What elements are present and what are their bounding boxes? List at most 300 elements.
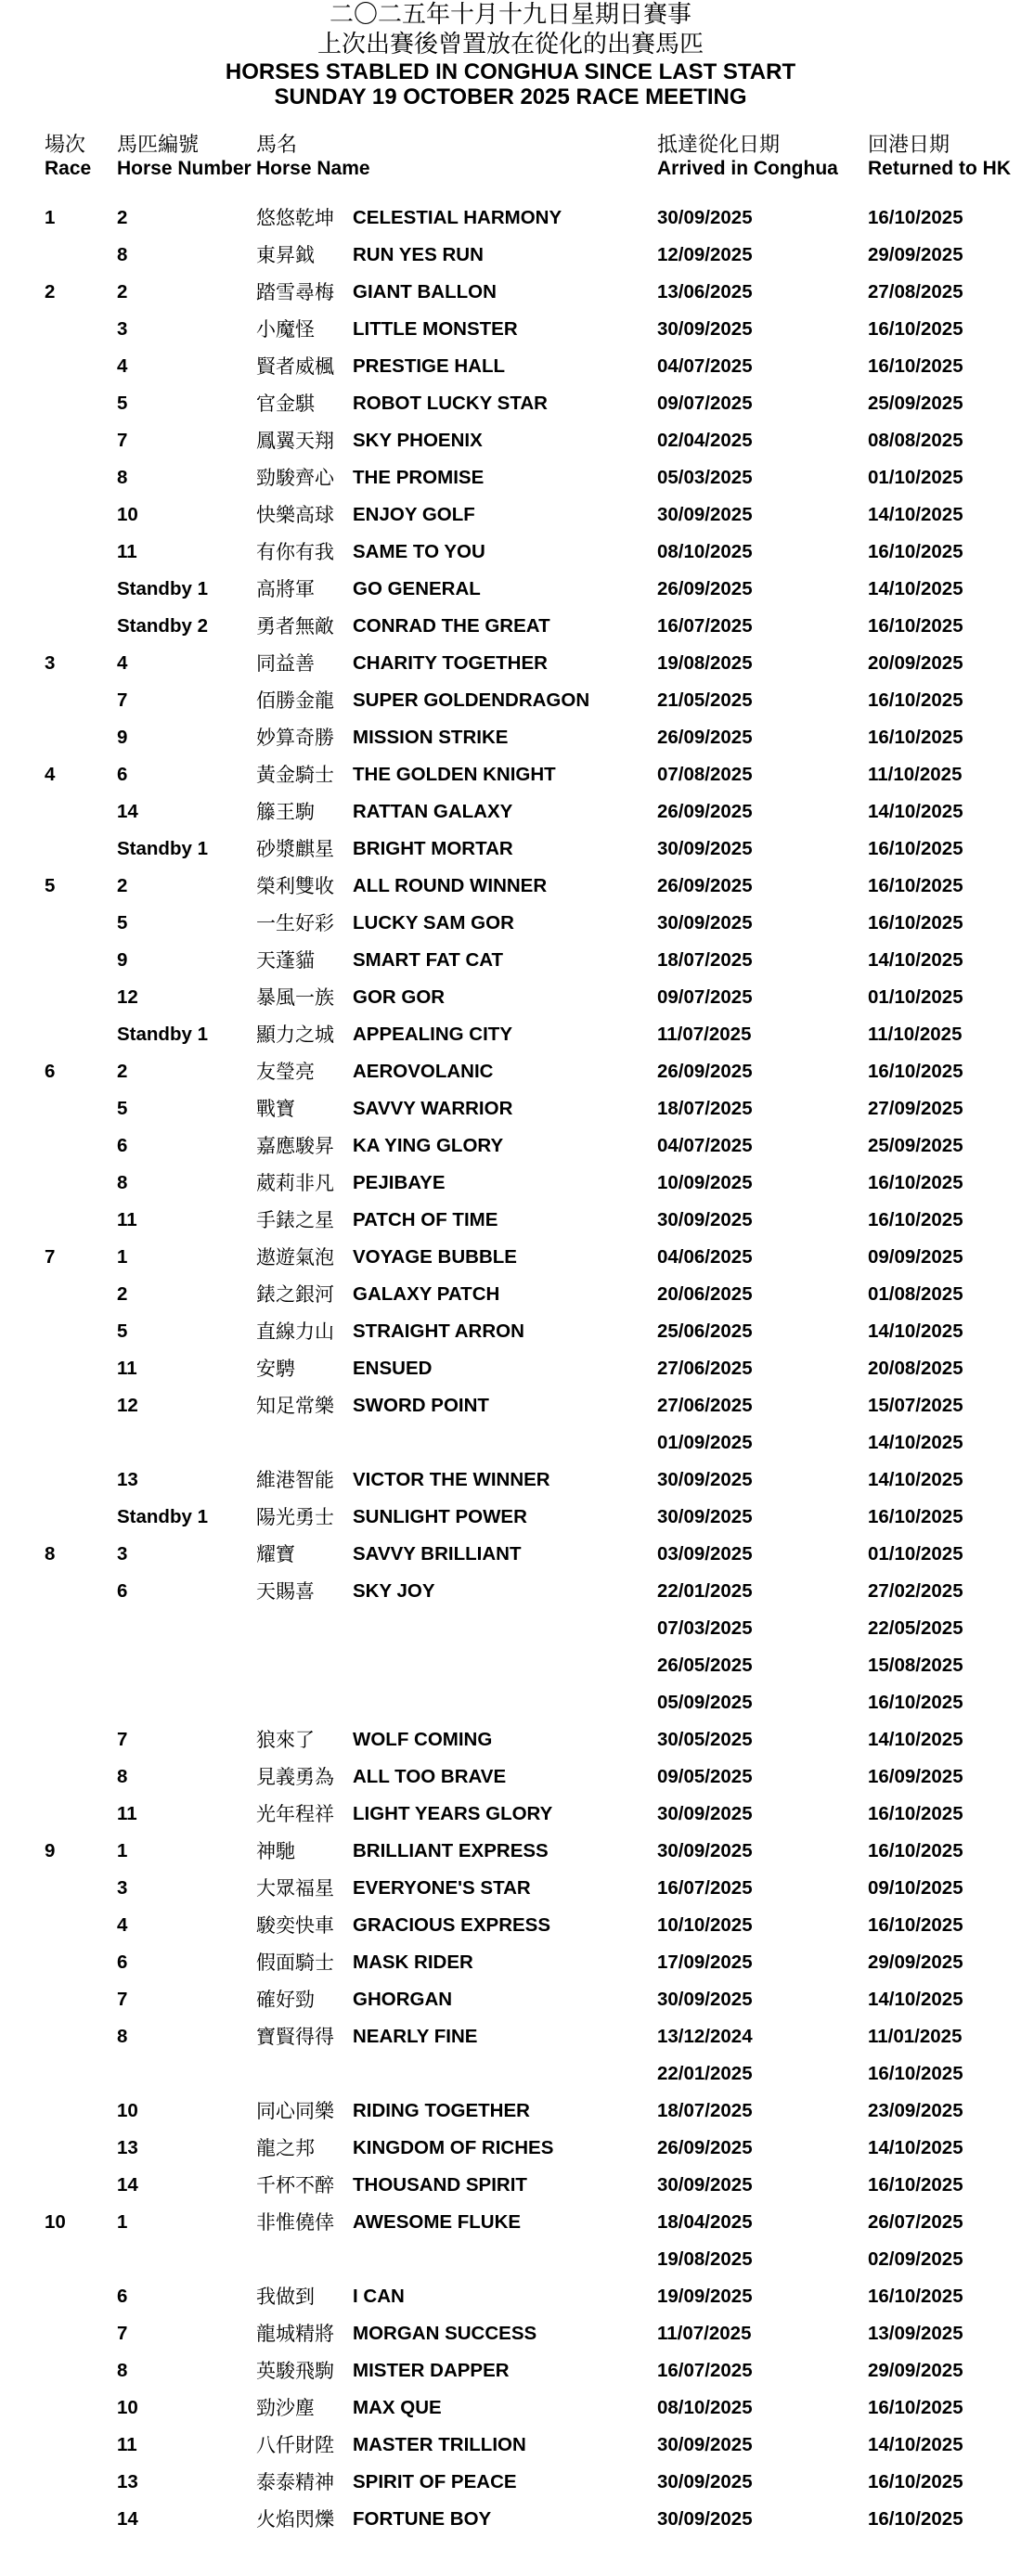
returned-date-cell: 14/10/2025 xyxy=(868,949,963,971)
horse-number-cell: 8 xyxy=(117,2026,128,2047)
returned-date-cell: 25/09/2025 xyxy=(868,393,963,414)
column-header-arrived-zh: 抵達從化日期 xyxy=(657,134,781,157)
horse-name-en-cell: ENJOY GOLF xyxy=(353,504,475,525)
column-header-name-en: Horse Name xyxy=(256,158,370,179)
table-row xyxy=(0,1610,1021,1647)
returned-date-cell: 16/10/2025 xyxy=(868,1506,963,1527)
returned-date-cell: 15/07/2025 xyxy=(868,1395,963,1416)
returned-date-cell: 16/10/2025 xyxy=(868,1840,963,1861)
arrived-date-cell: 26/09/2025 xyxy=(657,727,753,748)
arrived-date-cell: 16/07/2025 xyxy=(657,2360,753,2381)
horse-name-en-cell: MAX QUE xyxy=(353,2397,442,2418)
horse-name-zh-cell: 大眾福星 xyxy=(256,1877,334,1900)
horse-number-cell: 13 xyxy=(117,1469,138,1490)
arrived-date-cell: 13/06/2025 xyxy=(657,281,753,303)
horse-number-cell: 3 xyxy=(117,1543,128,1565)
returned-date-cell: 29/09/2025 xyxy=(868,2360,963,2381)
table-row xyxy=(0,979,1021,1016)
race-cell: 9 xyxy=(45,1840,56,1861)
horse-name-en-cell: SMART FAT CAT xyxy=(353,949,504,971)
arrived-date-cell: 30/09/2025 xyxy=(657,2471,753,2492)
returned-date-cell: 16/10/2025 xyxy=(868,727,963,748)
horse-number-cell: 11 xyxy=(117,1209,137,1230)
returned-date-cell: 16/10/2025 xyxy=(868,2063,963,2084)
horse-number-cell: 6 xyxy=(117,1951,128,1973)
horse-name-zh-cell: 砂漿麒星 xyxy=(256,838,334,860)
horse-name-en-cell: VICTOR THE WINNER xyxy=(353,1469,550,1490)
table-row xyxy=(0,571,1021,608)
column-header-number-zh: 馬匹編號 xyxy=(117,134,200,157)
returned-date-cell: 01/10/2025 xyxy=(868,986,963,1008)
table-row xyxy=(0,1202,1021,1239)
table-row xyxy=(0,793,1021,831)
horse-number-cell: 12 xyxy=(117,986,138,1008)
arrived-date-cell: 27/06/2025 xyxy=(657,1358,753,1379)
arrived-date-cell: 16/07/2025 xyxy=(657,1877,753,1899)
horse-number-cell: 6 xyxy=(117,1135,128,1156)
returned-date-cell: 13/09/2025 xyxy=(868,2323,963,2344)
returned-date-cell: 15/08/2025 xyxy=(868,1655,963,1676)
arrived-date-cell: 30/09/2025 xyxy=(657,1209,753,1230)
arrived-date-cell: 30/09/2025 xyxy=(657,912,753,934)
horse-name-zh-cell: 狼來了 xyxy=(256,1729,315,1751)
horse-name-en-cell: KA YING GLORY xyxy=(353,1135,504,1156)
horse-number-cell: 7 xyxy=(117,2323,128,2344)
arrived-date-cell: 10/09/2025 xyxy=(657,1172,753,1193)
horse-name-zh-cell: 陽光勇士 xyxy=(256,1506,334,1528)
horse-number-cell: 5 xyxy=(117,912,128,934)
race-cell: 7 xyxy=(45,1246,56,1268)
race-cell: 1 xyxy=(45,207,56,228)
table-row xyxy=(0,1090,1021,1127)
arrived-date-cell: 20/06/2025 xyxy=(657,1283,753,1305)
horse-name-zh-cell: 友瑩亮 xyxy=(256,1061,315,1083)
horse-number-cell: Standby 1 xyxy=(117,578,208,599)
table-row xyxy=(0,2241,1021,2278)
horse-name-en-cell: MISSION STRIKE xyxy=(353,727,509,748)
returned-date-cell: 29/09/2025 xyxy=(868,1951,963,1973)
horse-name-zh-cell: 嘉應駿昇 xyxy=(256,1135,334,1157)
returned-date-cell: 01/10/2025 xyxy=(868,467,963,488)
horse-name-en-cell: RATTAN GALAXY xyxy=(353,801,513,822)
table-row xyxy=(0,645,1021,682)
arrived-date-cell: 30/09/2025 xyxy=(657,838,753,859)
horse-name-zh-cell: 同益善 xyxy=(256,652,315,675)
table-row xyxy=(0,422,1021,459)
returned-date-cell: 01/10/2025 xyxy=(868,1543,963,1565)
horse-name-en-cell: SUPER GOLDENDRAGON xyxy=(353,689,590,711)
arrived-date-cell: 30/09/2025 xyxy=(657,504,753,525)
race-cell: 5 xyxy=(45,875,56,896)
horse-number-cell: 5 xyxy=(117,1320,128,1342)
horse-number-cell: 2 xyxy=(117,875,128,896)
horse-name-en-cell: ENSUED xyxy=(353,1358,433,1379)
column-header-arrived-en: Arrived in Conghua xyxy=(657,158,838,179)
horse-number-cell: 2 xyxy=(117,281,128,303)
horse-number-cell: 5 xyxy=(117,393,128,414)
horse-number-cell: 7 xyxy=(117,1729,128,1750)
returned-date-cell: 16/09/2025 xyxy=(868,1766,963,1787)
returned-date-cell: 14/10/2025 xyxy=(868,1989,963,2010)
returned-date-cell: 16/10/2025 xyxy=(868,689,963,711)
returned-date-cell: 25/09/2025 xyxy=(868,1135,963,1156)
returned-date-cell: 16/10/2025 xyxy=(868,355,963,377)
horse-name-en-cell: MISTER DAPPER xyxy=(353,2360,510,2381)
returned-date-cell: 14/10/2025 xyxy=(868,1320,963,1342)
horse-number-cell: Standby 1 xyxy=(117,1024,208,1045)
horse-number-cell: 4 xyxy=(117,1914,128,1936)
table-row xyxy=(0,2501,1021,2538)
horse-table xyxy=(0,200,1021,2538)
arrived-date-cell: 30/09/2025 xyxy=(657,2508,753,2530)
horse-number-cell: 1 xyxy=(117,1246,128,1268)
returned-date-cell: 16/10/2025 xyxy=(868,1172,963,1193)
column-header-name-zh: 馬名 xyxy=(256,134,298,157)
horse-name-en-cell: KINGDOM OF RICHES xyxy=(353,2137,554,2158)
horse-name-en-cell: PEJIBAYE xyxy=(353,1172,446,1193)
table-row xyxy=(0,2093,1021,2130)
returned-date-cell: 16/10/2025 xyxy=(868,838,963,859)
horse-number-cell: Standby 1 xyxy=(117,838,208,859)
horse-name-zh-cell: 我做到 xyxy=(256,2286,315,2308)
horse-name-en-cell: RUN YES RUN xyxy=(353,244,484,265)
returned-date-cell: 14/10/2025 xyxy=(868,578,963,599)
horse-name-zh-cell: 黃金騎士 xyxy=(256,764,334,786)
arrived-date-cell: 18/07/2025 xyxy=(657,2100,753,2121)
horse-name-zh-cell: 暴風一族 xyxy=(256,986,334,1009)
returned-date-cell: 20/09/2025 xyxy=(868,652,963,674)
table-row xyxy=(0,348,1021,385)
horse-name-zh-cell: 千杯不醉 xyxy=(256,2174,334,2196)
horse-name-zh-cell: 籐王駒 xyxy=(256,801,315,823)
table-row xyxy=(0,1721,1021,1758)
horse-name-zh-cell: 天蓬貓 xyxy=(256,949,315,972)
returned-date-cell: 16/10/2025 xyxy=(868,2508,963,2530)
returned-date-cell: 14/10/2025 xyxy=(868,801,963,822)
horse-name-zh-cell: 手錶之星 xyxy=(256,1209,334,1231)
horse-name-zh-cell: 龍城精將 xyxy=(256,2323,334,2345)
returned-date-cell: 11/01/2025 xyxy=(868,2026,963,2047)
arrived-date-cell: 18/04/2025 xyxy=(657,2211,753,2233)
horse-name-zh-cell: 鳳翼天翔 xyxy=(256,430,334,452)
arrived-date-cell: 07/08/2025 xyxy=(657,764,753,785)
title-en-line1: HORSES STABLED IN CONGHUA SINCE LAST START xyxy=(225,59,796,84)
arrived-date-cell: 26/09/2025 xyxy=(657,578,753,599)
horse-number-cell: 9 xyxy=(117,949,128,971)
arrived-date-cell: 30/09/2025 xyxy=(657,1989,753,2010)
horse-number-cell: 8 xyxy=(117,467,128,488)
horse-name-zh-cell: 維港智能 xyxy=(256,1469,334,1491)
horse-name-zh-cell: 神馳 xyxy=(256,1840,295,1862)
returned-date-cell: 11/10/2025 xyxy=(868,1024,963,1045)
table-row xyxy=(0,1127,1021,1165)
horse-name-en-cell: GRACIOUS EXPRESS xyxy=(353,1914,551,1936)
arrived-date-cell: 02/04/2025 xyxy=(657,430,753,451)
table-row xyxy=(0,2389,1021,2427)
table-row xyxy=(0,534,1021,571)
returned-date-cell: 16/10/2025 xyxy=(868,2471,963,2492)
arrived-date-cell: 19/09/2025 xyxy=(657,2286,753,2307)
arrived-date-cell: 05/09/2025 xyxy=(657,1692,753,1713)
table-row xyxy=(0,385,1021,422)
horse-name-zh-cell: 佰勝金龍 xyxy=(256,689,334,712)
arrived-date-cell: 11/07/2025 xyxy=(657,2323,752,2344)
horse-name-zh-cell: 錶之銀河 xyxy=(256,1283,334,1306)
column-header-race-zh: 場次 xyxy=(45,134,86,157)
horse-name-zh-cell: 光年程祥 xyxy=(256,1803,334,1825)
horse-name-en-cell: THOUSAND SPIRIT xyxy=(353,2174,527,2196)
horse-name-en-cell: CONRAD THE GREAT xyxy=(353,615,550,637)
arrived-date-cell: 30/09/2025 xyxy=(657,207,753,228)
returned-date-cell: 16/10/2025 xyxy=(868,318,963,340)
returned-date-cell: 26/07/2025 xyxy=(868,2211,963,2233)
horse-number-cell: 2 xyxy=(117,207,128,228)
returned-date-cell: 16/10/2025 xyxy=(868,2397,963,2418)
horse-number-cell: 2 xyxy=(117,1061,128,1082)
table-row xyxy=(0,2167,1021,2204)
column-header-name xyxy=(256,134,370,180)
table-row xyxy=(0,831,1021,868)
horse-name-en-cell: EVERYONE'S STAR xyxy=(353,1877,531,1899)
horse-name-en-cell: MASK RIDER xyxy=(353,1951,473,1973)
horse-name-zh-cell: 勁沙塵 xyxy=(256,2397,315,2419)
returned-date-cell: 16/10/2025 xyxy=(868,1209,963,1230)
arrived-date-cell: 04/07/2025 xyxy=(657,355,753,377)
horse-name-zh-cell: 勇者無敵 xyxy=(256,615,334,638)
arrived-date-cell: 19/08/2025 xyxy=(657,2248,753,2270)
arrived-date-cell: 11/07/2025 xyxy=(657,1024,752,1045)
column-header-number xyxy=(117,134,252,180)
horse-number-cell: Standby 2 xyxy=(117,615,208,637)
column-header-returned-zh: 回港日期 xyxy=(868,134,950,157)
returned-date-cell: 16/10/2025 xyxy=(868,1061,963,1082)
returned-date-cell: 14/10/2025 xyxy=(868,504,963,525)
horse-number-cell: 14 xyxy=(117,2174,138,2196)
horse-name-en-cell: BRIGHT MORTAR xyxy=(353,838,513,859)
returned-date-cell: 16/10/2025 xyxy=(868,1914,963,1936)
horse-number-cell: 11 xyxy=(117,1803,137,1824)
table-row xyxy=(0,682,1021,719)
table-row xyxy=(0,2464,1021,2501)
horse-name-en-cell: NEARLY FINE xyxy=(353,2026,478,2047)
arrived-date-cell: 13/12/2024 xyxy=(657,2026,753,2047)
table-row xyxy=(0,2055,1021,2093)
arrived-date-cell: 30/09/2025 xyxy=(657,1803,753,1824)
table-row xyxy=(0,1053,1021,1090)
horse-name-en-cell: ALL TOO BRAVE xyxy=(353,1766,507,1787)
table-row xyxy=(0,608,1021,645)
horse-name-en-cell: GOR GOR xyxy=(353,986,446,1008)
horse-number-cell: 13 xyxy=(117,2137,138,2158)
title-zh-line1: 二〇二五年十月十九日星期日賽事 xyxy=(329,1,691,29)
arrived-date-cell: 07/03/2025 xyxy=(657,1617,753,1639)
horse-name-en-cell: PATCH OF TIME xyxy=(353,1209,498,1230)
page-header xyxy=(0,0,1021,109)
race-cell: 3 xyxy=(45,652,56,674)
horse-name-en-cell: SAVVY WARRIOR xyxy=(353,1098,513,1119)
column-header-race-en: Race xyxy=(45,158,92,179)
table-row xyxy=(0,1387,1021,1424)
table-row xyxy=(0,1647,1021,1684)
title-en-line2: SUNDAY 19 OCTOBER 2025 RACE MEETING xyxy=(274,84,747,109)
horse-number-cell: 4 xyxy=(117,652,128,674)
returned-date-cell: 16/10/2025 xyxy=(868,615,963,637)
column-header-arrived xyxy=(657,134,838,180)
horse-name-zh-cell: 直線力山 xyxy=(256,1320,334,1343)
arrived-date-cell: 22/01/2025 xyxy=(657,2063,753,2084)
arrived-date-cell: 03/09/2025 xyxy=(657,1543,753,1565)
horse-name-zh-cell: 東昇鉞 xyxy=(256,244,315,266)
returned-date-cell: 20/08/2025 xyxy=(868,1358,963,1379)
arrived-date-cell: 27/06/2025 xyxy=(657,1395,753,1416)
table-row xyxy=(0,905,1021,942)
horse-number-cell: 10 xyxy=(117,2397,138,2418)
horse-name-en-cell: SAVVY BRILLIANT xyxy=(353,1543,522,1565)
horse-number-cell: 3 xyxy=(117,1877,128,1899)
arrived-date-cell: 01/09/2025 xyxy=(657,1432,753,1453)
race-cell: 6 xyxy=(45,1061,56,1082)
horse-number-cell: 13 xyxy=(117,2471,138,2492)
horse-name-zh-cell: 耀寶 xyxy=(256,1543,295,1565)
horse-number-cell: 5 xyxy=(117,1098,128,1119)
table-row xyxy=(0,1499,1021,1536)
horse-name-en-cell: LIGHT YEARS GLORY xyxy=(353,1803,553,1824)
arrived-date-cell: 18/07/2025 xyxy=(657,949,753,971)
arrived-date-cell: 30/09/2025 xyxy=(657,2174,753,2196)
arrived-date-cell: 30/09/2025 xyxy=(657,2434,753,2455)
column-header-returned-en: Returned to HK xyxy=(868,158,1011,179)
horse-number-cell: 3 xyxy=(117,318,128,340)
table-row xyxy=(0,2130,1021,2167)
arrived-date-cell: 30/09/2025 xyxy=(657,1506,753,1527)
horse-name-en-cell: CELESTIAL HARMONY xyxy=(353,207,562,228)
arrived-date-cell: 26/09/2025 xyxy=(657,2137,753,2158)
horse-name-en-cell: THE PROMISE xyxy=(353,467,485,488)
horse-number-cell: 11 xyxy=(117,2434,137,2455)
horse-name-zh-cell: 快樂高球 xyxy=(256,504,334,526)
horse-name-zh-cell: 英駿飛駒 xyxy=(256,2360,334,2382)
returned-date-cell: 16/10/2025 xyxy=(868,207,963,228)
horse-name-en-cell: SWORD POINT xyxy=(353,1395,489,1416)
table-row xyxy=(0,459,1021,496)
horse-name-en-cell: APPEALING CITY xyxy=(353,1024,512,1045)
table-row xyxy=(0,756,1021,793)
column-header-race xyxy=(45,134,91,180)
horse-name-zh-cell: 踏雪尋梅 xyxy=(256,281,334,303)
returned-date-cell: 14/10/2025 xyxy=(868,1469,963,1490)
table-row xyxy=(0,868,1021,905)
arrived-date-cell: 16/07/2025 xyxy=(657,615,753,637)
arrived-date-cell: 26/09/2025 xyxy=(657,1061,753,1082)
table-row xyxy=(0,496,1021,534)
horse-name-zh-cell: 官金騏 xyxy=(256,393,315,415)
race-cell: 2 xyxy=(45,281,56,303)
table-row xyxy=(0,1350,1021,1387)
horse-number-cell: 2 xyxy=(117,1283,128,1305)
race-cell: 4 xyxy=(45,764,56,785)
arrived-date-cell: 17/09/2025 xyxy=(657,1951,753,1973)
horse-name-zh-cell: 小魔怪 xyxy=(256,318,315,341)
horse-name-zh-cell: 非惟僥倖 xyxy=(256,2211,334,2234)
title-zh-line2: 上次出賽後曾置放在從化的出賽馬匹 xyxy=(317,31,704,58)
horse-number-cell: 6 xyxy=(117,1580,128,1602)
horse-name-zh-cell: 遨遊氣泡 xyxy=(256,1246,334,1269)
horse-name-en-cell: GIANT BALLON xyxy=(353,281,497,303)
arrived-date-cell: 30/09/2025 xyxy=(657,318,753,340)
horse-name-zh-cell: 知足常樂 xyxy=(256,1395,334,1417)
horse-number-cell: 14 xyxy=(117,2508,138,2530)
table-row xyxy=(0,1870,1021,1907)
arrived-date-cell: 30/09/2025 xyxy=(657,1840,753,1861)
horse-name-zh-cell: 寶賢得得 xyxy=(256,2026,334,2048)
horse-number-cell: 7 xyxy=(117,1989,128,2010)
table-row xyxy=(0,1239,1021,1276)
returned-date-cell: 29/09/2025 xyxy=(868,244,963,265)
horse-name-en-cell: AWESOME FLUKE xyxy=(353,2211,522,2233)
returned-date-cell: 09/09/2025 xyxy=(868,1246,963,1268)
returned-date-cell: 01/08/2025 xyxy=(868,1283,963,1305)
returned-date-cell: 23/09/2025 xyxy=(868,2100,963,2121)
arrived-date-cell: 22/01/2025 xyxy=(657,1580,753,1602)
horse-name-zh-cell: 安騁 xyxy=(256,1358,295,1380)
horse-name-zh-cell: 高將軍 xyxy=(256,578,315,600)
horse-name-zh-cell: 火焰閃爍 xyxy=(256,2508,334,2531)
horse-name-en-cell: SUNLIGHT POWER xyxy=(353,1506,527,1527)
table-row xyxy=(0,2315,1021,2352)
table-row xyxy=(0,719,1021,756)
returned-date-cell: 27/02/2025 xyxy=(868,1580,963,1602)
arrived-date-cell: 04/06/2025 xyxy=(657,1246,753,1268)
horse-number-cell: 8 xyxy=(117,2360,128,2381)
arrived-date-cell: 09/05/2025 xyxy=(657,1766,753,1787)
horse-number-cell: 9 xyxy=(117,727,128,748)
table-row xyxy=(0,274,1021,311)
race-cell: 8 xyxy=(45,1543,56,1565)
horse-name-en-cell: STRAIGHT ARRON xyxy=(353,1320,524,1342)
arrived-date-cell: 04/07/2025 xyxy=(657,1135,753,1156)
returned-date-cell: 27/09/2025 xyxy=(868,1098,963,1119)
horse-name-zh-cell: 妙算奇勝 xyxy=(256,727,334,749)
horse-name-zh-cell: 天賜喜 xyxy=(256,1580,315,1603)
horse-number-cell: Standby 1 xyxy=(117,1506,208,1527)
table-row xyxy=(0,1573,1021,1610)
horse-name-en-cell: CHARITY TOGETHER xyxy=(353,652,548,674)
horse-name-zh-cell: 勁駿齊心 xyxy=(256,467,334,489)
returned-date-cell: 16/10/2025 xyxy=(868,1803,963,1824)
horse-number-cell: 11 xyxy=(117,1358,137,1379)
horse-name-zh-cell: 悠悠乾坤 xyxy=(256,207,334,229)
horse-name-en-cell: PRESTIGE HALL xyxy=(353,355,506,377)
arrived-date-cell: 05/03/2025 xyxy=(657,467,753,488)
horse-name-zh-cell: 葳莉非凡 xyxy=(256,1172,334,1194)
horse-number-cell: 10 xyxy=(117,504,138,525)
returned-date-cell: 14/10/2025 xyxy=(868,1729,963,1750)
returned-date-cell: 09/10/2025 xyxy=(868,1877,963,1899)
horse-name-zh-cell: 一生好彩 xyxy=(256,912,334,934)
arrived-date-cell: 12/09/2025 xyxy=(657,244,753,265)
horse-name-en-cell: RIDING TOGETHER xyxy=(353,2100,530,2121)
table-row xyxy=(0,2427,1021,2464)
table-row xyxy=(0,2352,1021,2389)
horse-name-en-cell: MASTER TRILLION xyxy=(353,2434,526,2455)
table-row xyxy=(0,1462,1021,1499)
arrived-date-cell: 21/05/2025 xyxy=(657,689,753,711)
horse-name-en-cell: ROBOT LUCKY STAR xyxy=(353,393,548,414)
horse-number-cell: 1 xyxy=(117,1840,128,1861)
table-row xyxy=(0,1536,1021,1573)
table-row xyxy=(0,1758,1021,1796)
horse-name-en-cell: FORTUNE BOY xyxy=(353,2508,492,2530)
